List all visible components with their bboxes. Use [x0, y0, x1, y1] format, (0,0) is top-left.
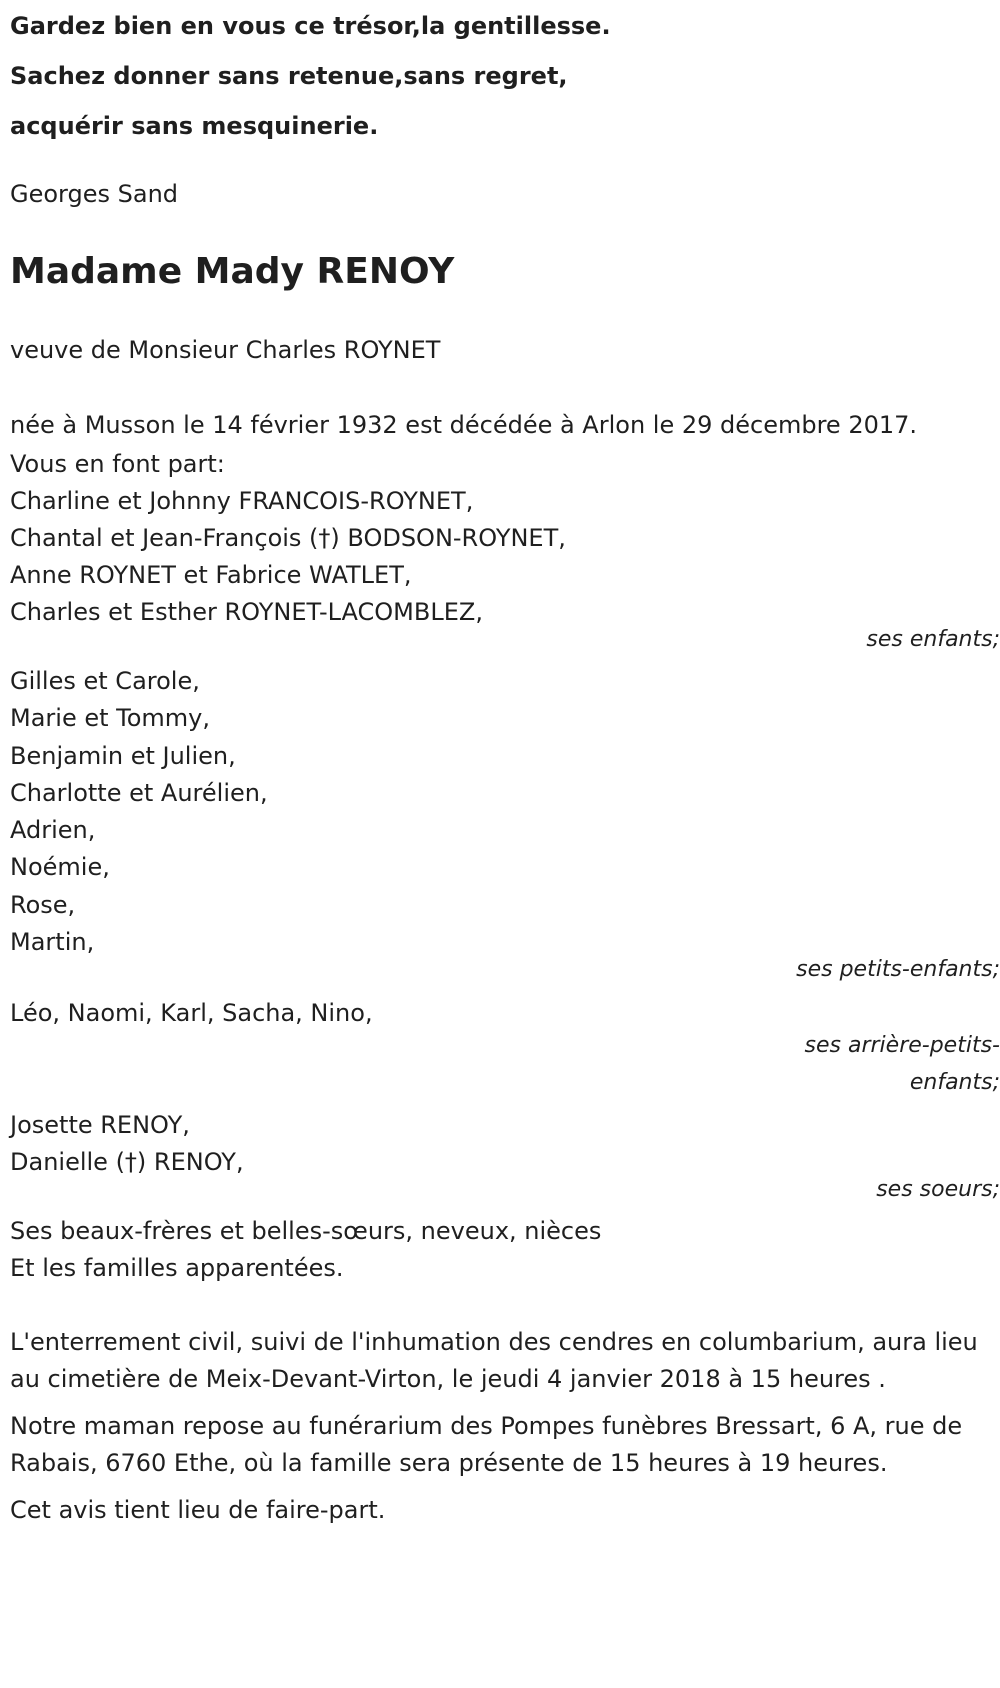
list-item: Rose,: [10, 890, 76, 919]
list-item: Adrien,: [10, 816, 96, 845]
list-item: Charles et Esther ROYNET-LACOMBLEZ,: [10, 598, 483, 626]
obituary-page: [10, 0, 1000, 1529]
list-item: Charline et Johnny FRANCOIS-ROYNET,: [10, 487, 474, 515]
list-item: Benjamin et Julien,: [10, 741, 236, 770]
list-item: Noémie,: [10, 853, 110, 882]
children-list: [10, 483, 990, 631]
sisters-label: ses soeurs;: [876, 1177, 1000, 1203]
burial-paragraph: L'enterrement civil, suivi de l'inhumation des cendres en columbarium, aura lieu au cimetière de Meix-Devant-Virton, le jeudi 4 janvier 2018 à 15 heures .: [10, 1328, 978, 1394]
list-item: Martin,: [10, 928, 95, 957]
sisters-list: [10, 1107, 990, 1181]
list-item: Chantal et Jean-François (†) BODSON-ROYNET,: [10, 524, 566, 552]
list-item: Danielle (†) RENOY,: [10, 1148, 244, 1177]
quote-line: Sachez donner sans retenue,sans regret,: [10, 62, 568, 90]
spouse-line: veuve de Monsieur Charles ROYNET: [10, 336, 441, 364]
announcement-intro: Vous en font part:: [10, 450, 225, 478]
list-item: Et les familles apparentées.: [10, 1254, 344, 1283]
great-grandchildren-label: [10, 1027, 1000, 1101]
list-item: Gilles et Carole,: [10, 667, 200, 695]
grandchildren-label: ses petits-enfants;: [796, 957, 1000, 983]
children-label: ses enfants;: [866, 627, 1000, 652]
great-grandchildren-label-line: enfants;: [909, 1070, 1000, 1096]
grandchildren-list: [10, 663, 990, 961]
great-grandchildren-label-line: ses arrière-petits-: [804, 1033, 1000, 1059]
notice-line: Cet avis tient lieu de faire-part.: [10, 1496, 386, 1525]
extended-family-list: [10, 1213, 990, 1287]
list-item: Ses beaux-frères et belles-sœurs, neveux, nièces: [10, 1217, 602, 1246]
list-item: Anne ROYNET et Fabrice WATLET,: [10, 561, 412, 589]
quote-author: Georges Sand: [10, 180, 179, 208]
dates-line: née à Musson le 14 février 1932 est décédée à Arlon le 29 décembre 2017.: [10, 411, 918, 439]
list-item: Josette RENOY,: [10, 1111, 190, 1140]
list-item: Charlotte et Aurélien,: [10, 778, 268, 807]
repose-paragraph: Notre maman repose au funérarium des Pompes funèbres Bressart, 6 A, rue de Rabais, 6760 Ethe, où la famille sera présente de 15 heures à 19 heures.: [10, 1412, 963, 1478]
quote-line: Gardez bien en vous ce trésor,la gentillesse.: [10, 12, 611, 40]
great-grandchildren-list: Léo, Naomi, Karl, Sacha, Nino,: [10, 999, 373, 1028]
quote-line: acquérir sans mesquinerie.: [10, 112, 379, 140]
quote-block: [10, 1, 990, 151]
list-item: Marie et Tommy,: [10, 704, 211, 733]
deceased-name: Madame Mady RENOY: [10, 251, 455, 292]
